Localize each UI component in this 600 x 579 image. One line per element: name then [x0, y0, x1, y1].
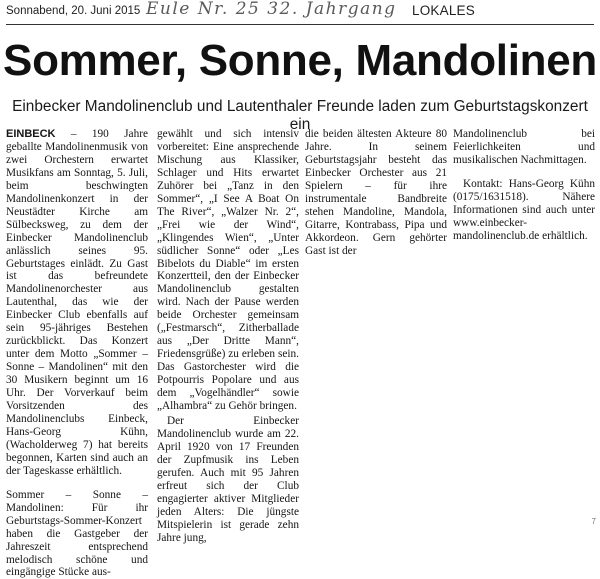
article-column-2 [157, 128, 299, 545]
issue-date: Sonnabend, 20. Juni 2015 [6, 5, 141, 17]
lead-paragraph [6, 128, 148, 478]
page-mark: 7 [591, 517, 596, 526]
paragraph: Der Einbecker Mandolinenclub wurde am 22. April 1920 von 17 Freunden der Zupfmusik ins Leben gerufen. Auch mit 95 Jahren erfreut sich der Club engagierter aktiver Mitglieder jeden Alters: Die jüngste Mitspielerin ist gerade zehn Jahre jung, [157, 414, 299, 544]
section-label: LOKALES [412, 3, 475, 18]
article-column-1 [6, 128, 148, 579]
dateline: EINBECK [6, 128, 56, 140]
paragraph: Sommer – Sonne – Mandolinen: Für ihr Geburtstags-Sommer-Konzert haben die Gastgeber der Jahreszeit entsprechend melodisch schöne und eingängige Stücke aus- [6, 488, 148, 579]
article-headline: Sommer, Sonne, Mandolinen [3, 36, 597, 85]
paragraph: Mandolinenclub bei Feierlichkeiten und musikalischen Nachmittagen. [453, 128, 595, 166]
article-subheadline: Einbecker Mandolinenclub und Lautenthaler Freunde laden zum Geburtstagskonzert ein [12, 98, 588, 133]
article-column-4 [453, 128, 595, 243]
contact-paragraph: Kontakt: Hans-Georg Kühn (0175/1631518). Nähere Informationen sind auch unter www.einbecker-mandolinenclub.de erhältlich. [453, 177, 595, 242]
paragraph: die beiden ältesten Akteure 80 Jahre. In seinem Geburtstagsjahr besteht das Einbecker Orchester aus 21 Spielern – für ihre instrumentale Bandbreite stehen Mandoline, Mandola, Gitarre, Kontrabass, Pipa und Akkordeon. Gern gehörter Gast ist der [305, 128, 447, 257]
paragraph: gewählt und sich intensiv vorbereitet: Eine ansprechende Mischung aus Klassiker, Schlager und Hits erwartet Zuhörer bei „Tanz in den Sommer“, „I See A Boat On The River“, „Walzer Nr. 2“, „Frei wie der Wind“, „Klingendes Wien“, „Unter südlicher Sonne“ oder „Les Bibelots du Diable“ im ersten Konzertteil, den der Einbecker Mandolinenclub gestalten wird. Nach der Pause werden beide Orchester gemeinsam („Festmarsch“, Zitherballade aus „Der Dritte Mann“, Friedensgrüße) zu erleben sein. Das Gastorchester wird die Potpourris Popolare und aus dem „Vogelhändler“ sowie „Alhambra“ zu Gehör bringen. [157, 128, 299, 413]
article-column-3 [305, 128, 447, 258]
handwritten-annotation: Eule Nr. 25 32. Jahrgang [146, 0, 397, 19]
header-rule [6, 24, 594, 25]
paragraph-text: – 190 Jahre geballte Mandolinenmusik von zwei Orchestern erwartet Musikfans am Sonntag, 5. Juli, beim beschwingten Mandolinenkonzert in der Neustädter Kirche am Sülbecksweg, zu dem der Einbecker Mandolinenclub anlässlich seines 95. Geburtstages einlädt. Zu Gast ist das befreundete Mandolinenorchester aus Lautenthal, das wie der Einbecker Club ebenfalls auf sein 95-jähriges Bestehen zurückblickt. Das Konzert unter dem Motto „Sommer – Sonne – Mandolinen“ mit den 30 Musikern beginnt um 16 Uhr. Der Vorverkauf beim Vorsitzenden des Mandolinenclubs Einbeck, Hans-Georg Kühn, (Wacholderweg 7) hat bereits begonnen, Karten sind auch an der Tageskasse erhältlich. [6, 128, 148, 477]
